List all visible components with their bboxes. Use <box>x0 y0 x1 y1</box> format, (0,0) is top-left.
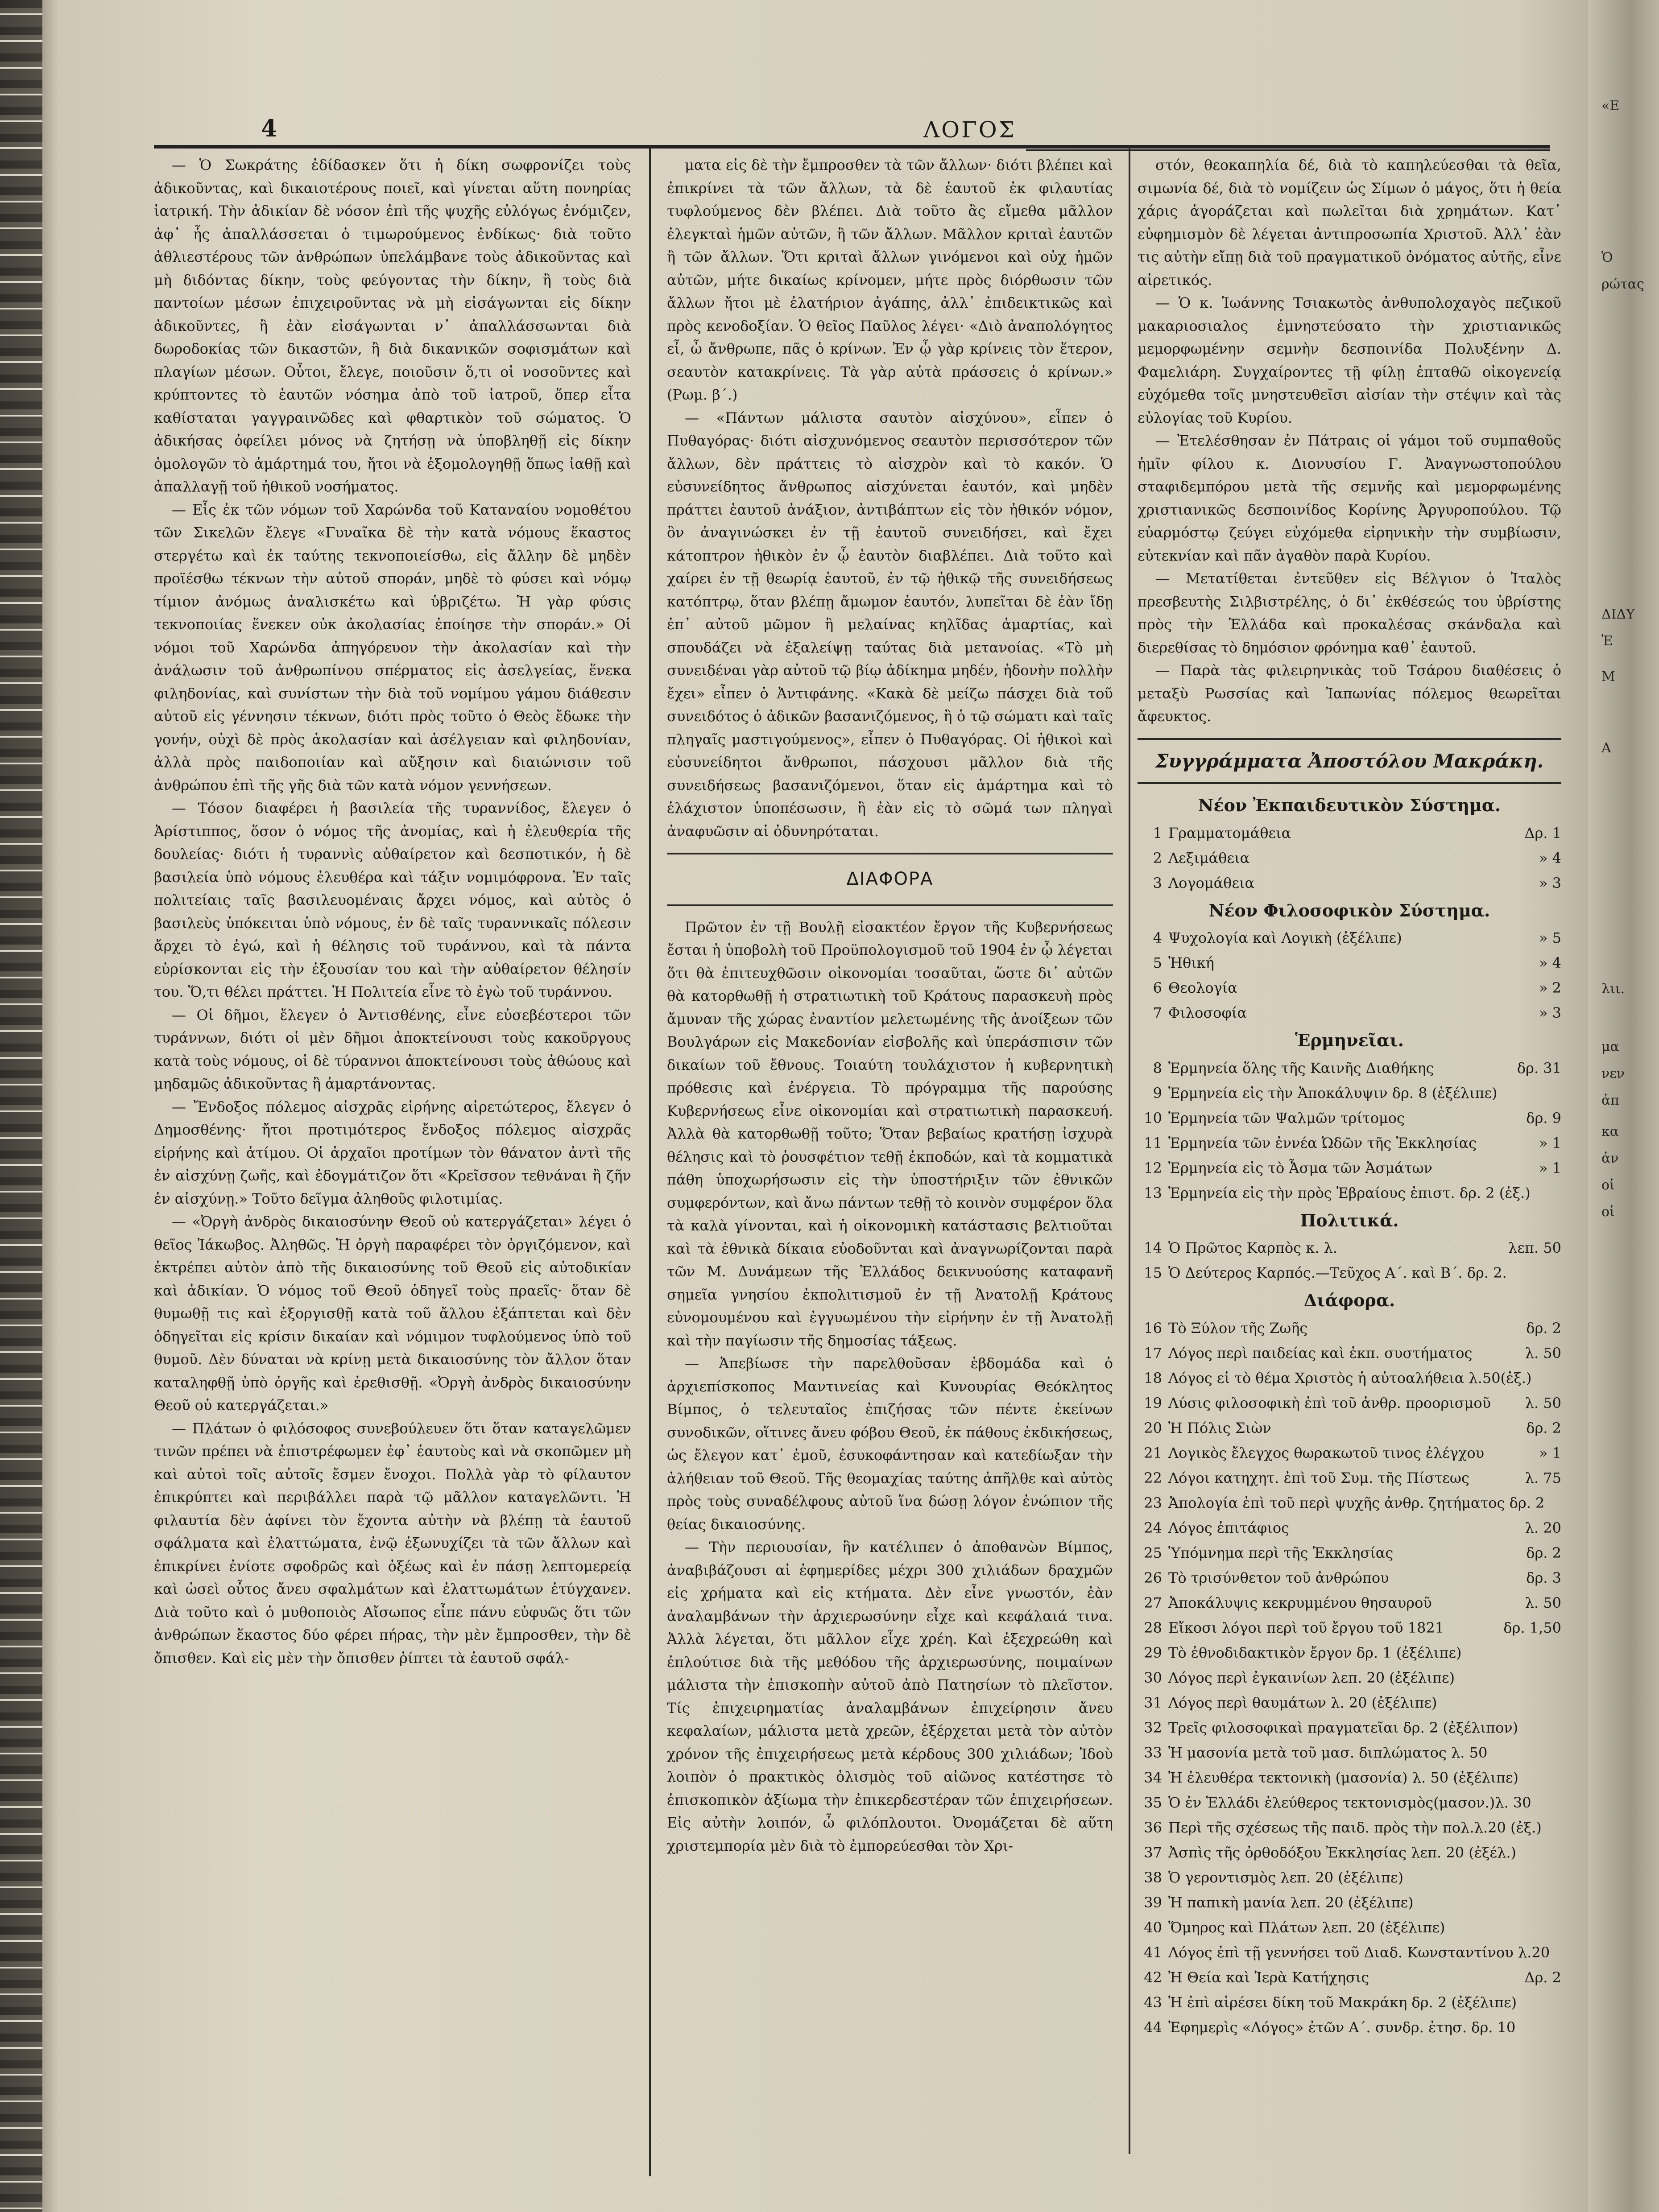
catalog-item-title: Λόγος ἐπὶ τῇ γεννήσει τοῦ Διαδ. Κωνσταντίνου λ.20 <box>1168 1944 1550 1961</box>
catalog-item-number: 38 <box>1144 1869 1162 1886</box>
article-paragraph: — «Ὀργὴ ἀνδρὸς δικαιοσύνην Θεοῦ οὐ κατεργάζεται» λέγει ὁ θεῖος Ἰάκωβος. Ἀληθῶς. Ἡ ὀργὴ παραφέρει τὸν ὀργιζόμενον, καὶ ἐκτρέπει αὐτὸν ἀπὸ τῆς δικαιοσύνης τοῦ Θεοῦ εἰς αὐτοδικίαν καὶ ἀδικίαν. Ὁ νόμος τοῦ Θεοῦ ὁδηγεῖ τοὺς πραεῖς· ὅταν δὲ θυμωθῇ τις καὶ ἐξοργισθῇ κατὰ τοῦ ἄλλου ἐξάπτεται καὶ δὲν ὁδηγεῖται εἰς κρίσιν δικαίαν καὶ νόμιμον τυφλούμενος ὑπὸ τοῦ θυμοῦ. Δὲν δύναται νὰ κρίνῃ μετὰ δικαιοσύνης τὸν ἄλλον ὅταν καταληφθῇ ὑπὸ ὀργῆς καὶ ἐρεθισθῇ. «Ὀργὴ ἀνδρὸς δικαιοσύνην Θεοῦ οὐ κατεργάζεται.» <box>154 1213 631 1414</box>
catalog-item <box>1138 1590 1561 1615</box>
catalog-item <box>1138 1940 1561 1965</box>
catalog-item <box>1138 1180 1561 1205</box>
catalog-item-price: δρ. 2 <box>1526 1419 1561 1436</box>
catalog-item-number: 6 <box>1153 979 1162 996</box>
edge-text-fragment: Μ <box>1601 669 1615 685</box>
edge-text-fragment: «Ε <box>1601 98 1620 114</box>
catalog-group-heading: Ἑρμηνεῖαι. <box>1295 1030 1404 1050</box>
catalog-item-number: 34 <box>1144 1769 1162 1786</box>
catalog-item-number: 19 <box>1144 1394 1162 1411</box>
catalog-item-number: 13 <box>1144 1184 1162 1201</box>
catalog-item-title: Ἑρμηνεία εἰς τὴν Ἀποκάλυψιν δρ. 8 (ἐξέλιπε) <box>1168 1084 1498 1102</box>
book-binding-edge <box>0 0 42 2212</box>
article-paragraph: — Μετατίθεται ἐντεῦθεν εἰς Βέλγιον ὁ Ἰταλὸς πρεσβευτὴς Σιλβιστρέλης, ὁ δι᾽ ἐκθέσεώς του ὑβρίστης πρὸς τὴν Ἑλλάδα καὶ προκαλέσας σκάνδαλα καὶ διερεθίσας τὸ δημόσιον φρόνημα καθ᾽ ἑαυτοῦ. <box>1138 570 1561 656</box>
catalog-group-heading: Πολιτικά. <box>1300 1210 1399 1230</box>
catalog-item <box>1138 925 1561 950</box>
catalog-item <box>1138 1391 1561 1416</box>
catalog-item <box>1138 1260 1561 1285</box>
catalog-item-price: » 4 <box>1539 954 1561 971</box>
catalog-item-number: 35 <box>1144 1794 1162 1811</box>
catalog-item-title: Ἡ μασονία μετὰ τοῦ μασ. διπλώματος λ. 50 <box>1168 1744 1488 1761</box>
catalog-item <box>1138 1690 1561 1715</box>
catalog-item-number: 17 <box>1144 1344 1162 1362</box>
article-paragraph: — Ἐτελέσθησαν ἐν Πάτραις οἱ γάμοι τοῦ συμπαθοῦς ἡμῖν φίλου κ. Διονυσίου Γ. Ἀναγνωστοπούλου σταφιδεμπόρου μετὰ τῆς σεμνῆς καὶ μεμορφωμένης χριστιανικῶς δεσποινίδος Κορίνης Ἀργυροπούλου. Τῷ εὐαρμόστῳ ζεύγει εὐχόμεθα εἰρηνικὴν τὴν συμβίωσιν, εὐτεκνίαν καὶ πᾶν ἀγαθὸν παρὰ Κυρίου. <box>1138 432 1561 564</box>
catalog-item-title: Λογικὸς ἔλεγχος θωρακωτοῦ τινος ἐλέγχου <box>1168 1444 1485 1461</box>
catalog-item-number: 8 <box>1153 1059 1162 1077</box>
masthead-title: ΛΟΓΟΣ <box>923 117 1017 143</box>
catalog-item <box>1138 1341 1561 1366</box>
catalog-item <box>1138 1156 1561 1180</box>
catalog-item-number: 1 <box>1153 824 1162 842</box>
edge-text-fragment: ἀν <box>1601 1151 1619 1166</box>
catalog-item <box>1138 1565 1561 1590</box>
article-paragraph: — Τόσον διαφέρει ἡ βασιλεία τῆς τυραννίδος, ἔλεγεν ὁ Ἀρίστιππος, ὅσον ὁ νόμος τῆς ἀνομίας, καὶ ἡ ἐλευθερία τῆς δουλείας· διότι ἡ τυραννὶς αὐθαίρετον καὶ δεσποτικόν, ἡ δὲ βασιλεία ὑπὸ νόμους ἐλευθέρα καὶ τάξιν νομιμόφρονα. Ἐν ταῖς πολιτείαις ταῖς βασιλευομέναις ἄρχει νόμος, καὶ αὐτὸς ὁ βασιλεὺς ὑπόκειται ὑπὸ νόμους, ἐν δὲ ταῖς τυραννικαῖς πόλεσιν ἄρχει τὸ ἐγώ, καὶ ἡ θέλησις τοῦ τυράννου, καὶ τὰ πάντα εὑρίσκονται εἰς τὴν ἐξουσίαν του καὶ τὴν αὐθαίρετον θέλησίν του. Ὅ,τι θέλει πράττει. Ἡ Πολιτεία εἶνε τὸ ἐγὼ τοῦ τυράννου. <box>154 800 631 1000</box>
catalog-item <box>1138 1965 1561 1990</box>
catalog-item-number: 10 <box>1144 1109 1162 1127</box>
article-paragraph: — Παρὰ τὰς φιλειρηνικὰς τοῦ Τσάρου διαθέσεις ὁ μεταξὺ Ρωσσίας καὶ Ἰαπωνίας πόλεμος θεωρεῖται ἄφευκτος. <box>1138 662 1561 725</box>
catalog-item-number: 20 <box>1144 1419 1162 1436</box>
catalog-item-number: 4 <box>1153 929 1162 946</box>
catalog-item-title: Ψυχολογία καὶ Λογικὴ (ἐξέλιπε) <box>1168 929 1402 946</box>
catalog-item-price: δρ. 2 <box>1526 1544 1561 1561</box>
catalog-item <box>1138 1815 1561 1840</box>
catalog-item-number: 37 <box>1144 1844 1162 1861</box>
edge-text-fragment: κα <box>1601 1124 1619 1139</box>
catalog-item-title: Ἑρμηνεία τῶν Ψαλμῶν τρίτομος <box>1168 1109 1405 1127</box>
catalog-item <box>1138 871 1561 896</box>
catalog-item-price: δρ. 3 <box>1526 1569 1561 1586</box>
edge-text-fragment: ἀπ <box>1601 1093 1619 1108</box>
column-1 <box>154 154 631 1670</box>
catalog-item-price: » 3 <box>1539 874 1561 891</box>
catalog-item-title: Λύσις φιλοσοφικὴ ἐπὶ τοῦ ἀνθρ. προορισμοῦ <box>1168 1394 1491 1411</box>
catalog-item-title: Ἐφημερὶς «Λόγος» ἐτῶν Α΄. συνδρ. ἐτησ. δρ. 10 <box>1168 2018 1516 2036</box>
catalog-item-title: Φιλοσοφία <box>1168 1004 1247 1021</box>
catalog-item-title: Ἑρμηνεία τῶν ἐννέα Ὠδῶν τῆς Ἐκκλησίας <box>1168 1134 1477 1151</box>
catalog-item-number: 5 <box>1153 954 1162 971</box>
catalog-item <box>1138 1056 1561 1081</box>
catalog-item-number: 16 <box>1144 1319 1162 1337</box>
catalog-item-number: 36 <box>1144 1819 1162 1836</box>
catalog-item-number: 30 <box>1144 1669 1162 1686</box>
edge-text-fragment: νεν <box>1601 1066 1625 1081</box>
catalog-item-number: 18 <box>1144 1369 1162 1387</box>
catalog-item-price: δρ. 9 <box>1526 1109 1561 1127</box>
article-paragraph: — Οἱ δῆμοι, ἔλεγεν ὁ Ἀντισθένης, εἶνε εὐσεβέστεροι τῶν τυράννων, διότι οἱ μὲν δῆμοι ἀποκτείνουσι τοὺς κακοῦργους κατὰ τοὺς νόμους, οἱ δὲ τύραννοι ἀποκτείνουσι τοὺς ἀθώους καὶ μηδαμῶς ἀδικοῦντας ἢ ἁμαρτάνοντας. <box>154 1006 631 1092</box>
catalog-item-title: Γραμματομάθεια <box>1168 824 1291 842</box>
catalog-item-number: 15 <box>1144 1264 1162 1281</box>
catalog-item <box>1138 1790 1561 1815</box>
catalog-item <box>1138 1890 1561 1915</box>
catalog-item-title: Ἡ ἐπὶ αἱρέσει δίκη τοῦ Μακράκη δρ. 2 (ἐξέλιπε) <box>1168 1993 1517 2011</box>
catalog-item-title: Τὸ Ξύλον τῆς Ζωῆς <box>1168 1319 1308 1337</box>
catalog-item-number: 42 <box>1144 1969 1162 1986</box>
catalog-item-price: » 2 <box>1539 979 1561 996</box>
catalog-item <box>1138 950 1561 975</box>
catalog-item-number: 2 <box>1153 849 1162 867</box>
catalog-item-title: Θεολογία <box>1168 979 1237 996</box>
catalog-item-title: Λόγος περὶ θαυμάτων λ. 20 (ἐξέλιπε) <box>1168 1694 1437 1711</box>
edge-text-fragment: λιι. <box>1601 981 1625 997</box>
catalog-group-heading: Νέον Φιλοσοφικὸν Σύστημα. <box>1208 900 1490 920</box>
catalog-item-title: Ἑρμηνεία εἰς τὴν πρὸς Ἑβραίους ἐπιστ. δρ. 2 (ἐξ.) <box>1168 1184 1531 1201</box>
catalog-item <box>1138 1915 1561 1940</box>
article-paragraph: ματα εἰς δὲ τὴν ἔμπροσθεν τὰ τῶν ἄλλων· διότι βλέπει καὶ ἐπικρίνει τὰ τῶν ἄλλων, τὰ δὲ ἑαυτοῦ ἐκ φιλαυτίας τυφλούμενος δὲν βλέπει. Διὰ τοῦτο ἂς εἴμεθα μᾶλλον ἐλεγκταὶ ἡμῶν αὐτῶν, ἢ τῶν ἄλλων. Μᾶλλον κριταὶ ἑαυτῶν ἢ τῶν ἄλλων. Ὅτι κριταὶ ἄλλων γινόμενοι καὶ οὐχ ἡμῶν αὐτῶν, μήτε δικαίως κρίνομεν, μήτε πρὸς διόρθωσιν τῶν ἄλλων ἤτοι μὲ ἐλατήριον ἀγάπης, ἀλλ᾽ ἐπιδεικτικῶς καὶ πρὸς κενοδοξίαν. Ὁ θεῖος Παῦλος λέγει· «Διὸ ἀναπολόγητος εἶ, ὦ ἄνθρωπε, πᾶς ὁ κρίνων. Ἐν ᾧ γὰρ κρίνεις τὸν ἕτερον, σεαυτὸν κατακρίνεις. Τὰ γὰρ αὐτὰ πράσσεις ὁ κρίνων.» (Ρωμ. β΄.) <box>667 157 1113 403</box>
catalog-item-number: 26 <box>1144 1569 1162 1586</box>
catalog-item-price: Δρ. 1 <box>1524 824 1561 842</box>
catalog-item-price: λ. 50 <box>1525 1594 1561 1611</box>
catalog-item-number: 43 <box>1144 1993 1162 2011</box>
catalog-item <box>1138 1081 1561 1106</box>
column-divider-1 <box>649 147 651 2176</box>
catalog-item <box>1138 1106 1561 1131</box>
article-paragraph: — Ἀπεβίωσε τὴν παρελθοῦσαν ἑβδομάδα καὶ ὁ ἀρχιεπίσκοπος Μαντινείας καὶ Κυνουρίας Θεόκλητος Βίμπος, ὁ τελευταῖος ἐπιζήσας τῶν πέντε ἐκείνων συνοδικῶν, οἵτινες ἄνευ φόβου Θεοῦ, ἐκ πάθους ἐκδικήσεως, ὡς ἔλεγον κατ᾽ ἐμοῦ, ἐσυκοφάντησαν καὶ κατεδίωξαν τὴν ἀλήθειαν τοῦ Θεοῦ. Τῆς θεομαχίας ταύτης ἀπῆλθε καὶ αὐτὸς πρὸς τοὺς συναδέλφους αὐτοῦ ἵνα δώσῃ λόγον ἐνώπιον τῆς θείας δικαιοσύνης. <box>667 1355 1113 1533</box>
catalog-item-price: δρ. 31 <box>1517 1059 1561 1077</box>
catalog-item-price: δρ. 1,50 <box>1503 1619 1561 1636</box>
article-paragraph: στόν, θεοκαπηλία δέ, διὰ τὸ καπηλεύεσθαι τὰ θεῖα, σιμωνία δέ, διὰ τὸ νομίζειν ὡς Σίμων ὁ μάγος, ὅτι ἡ θεία χάρις ἀγοράζεται καὶ πωλεῖται διὰ χρημάτων. Κατ᾽ εὐφημισμὸν δὲ λέγεται ἀντιπροσωπία Χριστοῦ. Ἀλλ᾽ ἐὰν τις αὐτὴν εἴπῃ διὰ τοῦ πραγματικοῦ ὀνόματος αὐτῆς, εἶνε αἱρετικός. <box>1138 157 1561 289</box>
catalog-item-number: 39 <box>1144 1894 1162 1911</box>
catalog-title: Συγγράμματα Ἀποστόλου Μακράκη. <box>1155 750 1544 772</box>
catalog-item-number: 25 <box>1144 1544 1162 1561</box>
article-paragraph: — Ὁ Σωκράτης ἐδίδασκεν ὅτι ἡ δίκη σωφρονίζει τοὺς ἀδικοῦντας, καὶ δικαιοτέρους ποιεῖ, καὶ γίνεται αὕτη πονηρίας ἰατρική. Τὴν ἀδικίαν δὲ νόσον ἐπὶ τῆς ψυχῆς εὐλόγως ἐνόμιζεν, ἀφ᾽ ἧς ἀπαλλάσσεται ὁ τιμωρούμενος ἐνδίκως· διὰ τοῦτο ἀθλιεστέρους τῶν ἀνθρώπων ὑπελάμβανε τοὺς ἀδικοῦντας καὶ μὴ διδόντας δίκην, τοὺς φεύγοντας τὴν δίκην, ἢ τοὺς διὰ παντοίων μέσων ἐπιχειροῦντας νὰ μὴ εἰσάγωνται εἰς δίκην ἀδικοῦντες, ἢ ἐὰν εἰσάγωνται ν᾽ ἀπαλλάσσωνται διὰ δωροδοκίας τῶν δικαστῶν, ἢ διὰ δικανικῶν σοφισμάτων καὶ πλαγίων μέσων. Οὗτοι, ἔλεγε, ποιοῦσιν ὅ,τι οἱ νοσοῦντες καὶ κρύπτοντες τὸ ἑαυτῶν νόσημα ἀπὸ τοῦ ἰατροῦ, ὅπερ εἶτα καθίσταται γαγγραινῶδες καὶ φθαρτικὸν τοῦ σώματος. Ὁ ἀδικήσας ὀφείλει μόνος νὰ ζητήσῃ νὰ ὑποβληθῇ εἰς δίκην ὁμολογῶν τὸ ἁμάρτημά του, ἤτοι νὰ ἐξομολογηθῇ ὅπως ἰαθῇ καὶ ἀπαλλαγῇ τοῦ ἠθικοῦ νοσήματος. <box>154 157 631 495</box>
catalog-item-number: 32 <box>1144 1719 1162 1736</box>
catalog-item-number: 3 <box>1153 874 1162 891</box>
catalog-item-number: 28 <box>1144 1619 1162 1636</box>
catalog-item-number: 9 <box>1153 1084 1162 1102</box>
catalog-item-title: Λόγος εἰ τὸ θέμα Χριστὸς ἡ αὐτοαλήθεια λ.50(ἐξ.) <box>1168 1369 1532 1387</box>
catalog-item-number: 44 <box>1144 2018 1162 2036</box>
catalog-item <box>1138 1490 1561 1515</box>
edge-text-fragment: οἱ <box>1601 1177 1615 1193</box>
catalog-item <box>1138 1465 1561 1490</box>
catalog-item-title: Ὁ Πρῶτος Καρπὸς κ. λ. <box>1168 1239 1338 1256</box>
catalog-item-title: Ἀπολογία ἐπὶ τοῦ περὶ ψυχῆς ἀνθρ. ζητήματος δρ. 2 <box>1168 1494 1545 1511</box>
catalog-item-number: 21 <box>1144 1444 1162 1461</box>
catalog-item-price: λεπ. 50 <box>1508 1239 1561 1256</box>
catalog-item-title: Ὁ γεροντισμὸς λεπ. 20 (ἐξέλιπε) <box>1168 1869 1404 1886</box>
catalog-item-price: λ. 75 <box>1525 1469 1561 1486</box>
catalog-item <box>1138 1366 1561 1391</box>
catalog-item-title: Ἡ Θεία καὶ Ἱερὰ Κατήχησις <box>1168 1969 1369 1986</box>
catalog-item <box>1138 2015 1561 2040</box>
catalog-item-title: Τὸ τρισύνθετον τοῦ ἀνθρώπου <box>1168 1569 1389 1586</box>
catalog-item-number: 7 <box>1153 1004 1162 1021</box>
catalog-item-title: Ἡ Πόλις Σιὼν <box>1168 1419 1271 1436</box>
catalog-item-title: Εἴκοσι λόγοι περὶ τοῦ ἔργου τοῦ 1821 <box>1168 1619 1444 1636</box>
catalog-item-price: δρ. 2 <box>1526 1319 1561 1337</box>
catalog-item <box>1138 975 1561 1000</box>
catalog-item-number: 22 <box>1144 1469 1162 1486</box>
catalog-group-heading: Νέον Ἐκπαιδευτικὸν Σύστημα. <box>1198 795 1501 815</box>
catalog-item-number: 23 <box>1144 1494 1162 1511</box>
article-paragraph: — «Πάντων μάλιστα σαυτὸν αἰσχύνου», εἶπεν ὁ Πυθαγόρας· διότι αἰσχυνόμενος σεαυτὸν περισσότερον τῶν ἄλλων, δὲν πράττεις τὸ αἰσχρὸν καὶ τὸ κακόν. Ὁ εὐσυνείδητος ἄνθρωπος αἰσχύνεται ἑαυτόν, καὶ μηδὲν πράττει ἑαυτοῦ ἀνάξιον, ἀντιβάπτων εἰς τὸν ἠθικόν νόμον, ὃν ἀναγινώσκει ἐν τῇ ἑαυτοῦ συνειδήσει, καὶ ἔχει κάτοπτρον ἠθικὸν ἐν ᾧ ἑαυτὸν διαβλέπει. Διὰ τοῦτο καὶ χαίρει ἐν τῇ θεωρίᾳ ἑαυτοῦ, ἐν τῷ ἠθικῷ τῆς συνειδήσεως κατόπτρῳ, ὅταν βλέπῃ ἄμωμον ἑαυτόν, λυπεῖται δὲ ἐὰν ἴδῃ ἐπ᾽ αὐτοῦ μῶμον ἢ μελαίνας κηλῖδας ἁμαρτίας, καὶ σπουδάζει νὰ ἐξαλείψῃ ταύτας διὰ μετανοίας. «Τὸ μὴ συνειδέναι γὰρ αὐτοῦ τῷ βίῳ ἀδίκημα μηδέν, ἡδονὴν πολλὴν ἔχει» εἶπεν ὁ Ἀντιφάνης. «Κακὰ δὲ μείζω πάσχει διὰ τοῦ συνειδότος ὁ ἀδικῶν βασανιζόμενος, ἢ ὁ τῷ σώματι καὶ ταῖς πληγαῖς μαστιγούμενος», εἶπεν ὁ Πυθαγόρας. Οἱ ἠθικοὶ καὶ εὐσυνείδητοι ἄνθρωποι, πάσχουσι μᾶλλον διὰ τῆς συνειδήσεως βασανιζόμενοι, ὅταν εἰς ἁμάρτημα καὶ τὸ ἐλάχιστον ὑποπέσωσιν, ἢ ἐὰν εἰς τὸ σῶμά των πληγαὶ ἀναφυῶσιν αἱ ὀδυνηρόταται. <box>667 409 1113 840</box>
catalog-item-price: » 1 <box>1539 1134 1561 1151</box>
catalog-item-number: 29 <box>1144 1644 1162 1661</box>
catalog-item <box>1138 821 1561 846</box>
page-number: 4 <box>261 115 277 142</box>
catalog-item-number: 14 <box>1144 1239 1162 1256</box>
catalog-item-number: 11 <box>1144 1134 1162 1151</box>
catalog-item-number: 31 <box>1144 1694 1162 1711</box>
edge-text-fragment: Α <box>1601 740 1611 756</box>
catalog-item <box>1138 1000 1561 1025</box>
catalog-item-title: Ὑπόμνημα περὶ τῆς Ἐκκλησίας <box>1168 1544 1394 1561</box>
catalog-item-title: Λογομάθεια <box>1168 874 1255 891</box>
article-paragraph: — Πλάτων ὁ φιλόσοφος συνεβούλευεν ὅτι ὅταν καταγελῶμεν τινῶν πρέπει νὰ ἐπιστρέφωμεν ἐφ᾽ ἑαυτοὺς καὶ νὰ σκοπῶμεν μὴ καὶ αὐτοὶ τοῖς αὐτοῖς ἔσμεν ἔνοχοι. Πολλὰ γὰρ τὸ φίλαυτον ἐπικρύπτει καὶ περιβάλλει παρὰ τῷ μᾶλλον καταγελῶντι. Ἡ φιλαυτία δὲν ἀφίνει τὸν ἔχοντα αὐτὴν νὰ βλέπῃ τὰ ἑαυτοῦ σφάλματα καὶ ἐλαττώματα, ἐνῷ ἐξωνυχίζει τὰ τῶν ἄλλων καὶ ἐπικρίνει ἐνίοτε σφοδρῶς καὶ ὀξέως καὶ ἐν πάσῃ λεπτομερείᾳ καὶ ὡσεὶ οὗτος ἄνευ σφαλμάτων καὶ ἐλαττωμάτων ἐτύγχανεν. Διὰ τοῦτο καὶ ὁ μυθοποιὸς Αἴσωπος εἶπε πάνυ εὐφυῶς ὅτι τῶν ἀνθρώπων ἕκαστος δύο φέρει πήρας, τὴν μὲν ἔμπροσθεν, τὴν δὲ ὄπισθεν. Καὶ εἰς μὲν τὴν ὄπισθεν ῥίπτει τὰ ἑαυτοῦ σφάλ- <box>154 1420 631 1667</box>
catalog-item-title: Ἀποκάλυψις κεκρυμμένου θησαυροῦ <box>1168 1594 1432 1611</box>
header-rule <box>154 145 1550 149</box>
catalog-item <box>1138 1416 1561 1440</box>
catalog-item <box>1138 1440 1561 1465</box>
catalog-item <box>1138 1235 1561 1260</box>
catalog-item-price: » 5 <box>1539 929 1561 946</box>
catalog-item <box>1138 1765 1561 1790</box>
catalog-item-title: Ἀσπὶς τῆς ὀρθοδόξου Ἐκκλησίας λεπ. 20 (ἐξέλ.) <box>1168 1844 1517 1861</box>
article-paragraph: — Εἷς ἐκ τῶν νόμων τοῦ Χαρώνδα τοῦ Καταναίου νομοθέτου τῶν Σικελῶν ἔλεγε «Γυναῖκα δὲ τὴν κατὰ νόμους ἕκαστος στεργέτω καὶ ἐκ ταύτης τεκνοποιείσθω, εἰς ἄλλην δὲ μηδὲν προϊέσθω τέκνων τὴν αὐτοῦ σποράν, μηδὲ τὸ φύσει καὶ νόμῳ τίμιον ἀνόμως ἀναλισκέτω καὶ ὑβριζέτω. Ἡ γὰρ φύσις τεκνοποιίας ἕνεκεν οὐκ ἀκολασίας ἐποίησε τὴν σποράν.» Οἱ νόμοι τοῦ Χαρώνδα ἀπηγόρευον τὴν ἀκολασίαν καὶ τὴν ἀνάλωσιν τοῦ ἀνθρωπίνου σπέρματος εἰς ἀσελγείας, ἕνεκα φιληδονίας, καὶ συνίστων τὴν διὰ τοῦ νομίμου γάμου διάθεσιν αὐτοῦ εἰς γέννησιν τέκνων, διότι πρὸς τοῦτο ὁ Θεὸς ἔδωκε τὴν γονήν, οὐχὶ δὲ πρὸς ἀκολασίαν καὶ ἀσέλγειαν καὶ φιληδονίαν, ἀλλὰ πρὸς παιδοποιίαν καὶ αὔξησιν καὶ διαιώνισιν τοῦ ἀνθρώπου ἐπὶ τῆς γῆς διὰ τῶν κατὰ νόμον γεννήσεων. <box>154 501 631 794</box>
header-rule-secondary <box>1026 149 1550 151</box>
catalog-item-price: λ. 50 <box>1525 1344 1561 1362</box>
catalog-item-number: 33 <box>1144 1744 1162 1761</box>
article-paragraph: — Ἔνδοξος πόλεμος αἰσχρᾶς εἰρήνης αἱρετώτερος, ἔλεγεν ὁ Δημοσθένης· ἤτοι προτιμότερος ἔνδοξος πόλεμος αἰσχρᾶς εἰρήνης καὶ ἀτίμου. Οἱ ἀρχαῖοι προτίμων τὸν θάνατον ἀντὶ τῆς ἐν αἰσχύνῃ ζωῆς, καὶ ἐδογμάτιζον ὅτι «Κρεῖσσον τεθνάναι ἢ ζῆν ἐν αἰσχύνῃ.» Τοῦτο δεῖγμα ἀληθοῦς φιλοτιμίας. <box>154 1098 631 1207</box>
edge-text-fragment: Ὁ <box>1601 250 1613 265</box>
edge-text-fragment: οἱ <box>1601 1204 1615 1220</box>
catalog-item-price: Δρ. 2 <box>1524 1969 1561 1986</box>
catalog-item <box>1138 1990 1561 2015</box>
edge-text-fragment: Ἐ <box>1601 633 1613 649</box>
catalog-item <box>1138 1640 1561 1665</box>
adjacent-page-edge <box>1588 0 1659 2212</box>
catalog-item-title: Ἡ παπικὴ μανία λεπ. 20 (ἐξέλιπε) <box>1168 1894 1414 1911</box>
catalog-item-price: λ. 50 <box>1525 1394 1561 1411</box>
catalog-item-title: Περὶ τῆς σχέσεως τῆς παιδ. πρὸς τὴν πολ.λ.20 (ἐξ.) <box>1168 1819 1542 1836</box>
catalog-item-title: Ὁ ἐν Ἑλλάδι ἐλεύθερος τεκτονισμὸς(μασον.)λ. 30 <box>1168 1794 1531 1811</box>
catalog-item <box>1138 1316 1561 1341</box>
catalog-item <box>1138 1840 1561 1865</box>
catalog-item-title: Ἑρμηνεία ὅλης τῆς Καινῆς Διαθήκης <box>1168 1059 1434 1077</box>
catalog-item-title: Ἡ ἐλευθέρα τεκτονικὴ (μασονία) λ. 50 (ἐξέλιπε) <box>1168 1769 1518 1786</box>
catalog-item-title: Τὸ ἐθνοδιδακτικὸν ἔργον δρ. 1 (ἐξέλιπε) <box>1168 1644 1462 1661</box>
book-catalog <box>1138 794 1561 2040</box>
catalog-item <box>1138 1665 1561 1690</box>
section-rule <box>1138 782 1561 784</box>
catalog-item-title: Λεξιμάθεια <box>1168 849 1250 867</box>
catalog-item-title: Λόγος ἐπιτάφιος <box>1168 1519 1290 1536</box>
catalog-item <box>1138 1715 1561 1740</box>
catalog-item-title: Λόγος περὶ παιδείας καὶ ἐκπ. συστήματος <box>1168 1344 1473 1362</box>
edge-text-fragment: ρώτας <box>1601 276 1644 292</box>
catalog-item-number: 12 <box>1144 1159 1162 1176</box>
catalog-item-title: Ὅμηρος καὶ Πλάτων λεπ. 20 (ἐξέλιπε) <box>1168 1919 1445 1936</box>
article-paragraph: Πρῶτον ἐν τῇ Βουλῇ εἰσακτέον ἔργον τῆς Κυβερνήσεως ἔσται ἡ ὑποβολὴ τοῦ Προϋπολογισμοῦ τοῦ 1904 ἐν ᾧ λέγεται ὅτι θὰ ἐπιτευχθῶσιν οἰκονομίαι τοσαῦται, ὥστε δι᾽ αὐτῶν θὰ κατορθωθῇ ἡ στρατιωτικὴ τοῦ Κράτους παρασκευὴ πρὸς ἄμυναν τῆς χώρας ἐναντίον μελετωμένης τῆς ἀνοίξεων τῶν Βουλγάρων εἰς Μακεδονίαν εἰσβολῆς καὶ ὑπεράσπισιν τῶν δικαίων τοῦ ἔθνους. Τοιαύτη τουλάχιστον ἡ κυβερνητικὴ πρόθεσις καὶ ἐνέργεια. Τὸ πρόγραμμα τῆς παρούσης Κυβερνήσεως εἶνε οἰκονομίαι καὶ στρατιωτικὴ παρασκευή. Ἀλλὰ θὰ κατορθωθῇ τοῦτο; Ὅταν βεβαίως κρατήσῃ ἰσχυρὰ θέλησις καὶ τὸ ῥουσφέτιον τεθῇ ἐκποδών, καὶ τὰ κομματικὰ πάθη ὑποχωρήσωσιν εἰς τὴν ὑποστήριξιν τῶν ἐθνικῶν συμφερόντων, καὶ ἄνω πάντων τεθῇ τὸ κοινὸν συμφέρον ὅλα τὰ καλὰ γίνονται, καὶ ἡ οἰκονομικὴ κατάστασις βελτιοῦται καὶ τὰ ἐθνικὰ δίκαια εὐοδοῦνται καὶ ἀναγνωρίζονται παρὰ τῶν Μ. Δυνάμεων τῆς Ἑλλάδος δεικνυούσης καταφανῆ σημεῖα γνησίου ἐκπολιτισμοῦ ἐν τῇ Ἀνατολῇ Κράτους εὐνομουμένου καὶ ἐγγυωμένου τὴν εἰρήνην ἐν τῇ Ἀνατολῇ καὶ τὴν παγίωσιν τῆς δημοσίας τάξεως. <box>667 918 1113 1349</box>
catalog-item-price: » 1 <box>1539 1159 1561 1176</box>
column-divider-2 <box>1129 147 1130 2154</box>
column-3 <box>1138 154 1561 2040</box>
catalog-item <box>1138 1740 1561 1765</box>
column-2 <box>667 154 1113 1857</box>
section-rule <box>667 853 1113 854</box>
section-heading-diafora: ΔΙΑΦΟΡΑ <box>846 869 934 889</box>
catalog-item-price: » 4 <box>1539 849 1561 867</box>
article-paragraph: — Ὁ κ. Ἰωάννης Τσιακωτὸς ἀνθυπολοχαγὸς πεζικοῦ μακαριοσιαλος ἐμνηστεύσατο τὴν χριστιανικῶς μεμορφωμένην σεμνὴν δεσποινίδα Πολυξένην Δ. Φαμελιάρη. Συγχαίροντες τῇ φίλῃ ἐπταθῶ οἰκογενείᾳ εὐχόμεθα τοῖς μνηστευθεῖσι αἰσίαν τὴν στέψιν καὶ τὰς εὐλογίας τοῦ Κυρίου. <box>1138 294 1561 426</box>
catalog-item <box>1138 1540 1561 1565</box>
edge-text-fragment: μα <box>1601 1039 1619 1055</box>
section-rule <box>667 904 1113 906</box>
catalog-item <box>1138 846 1561 871</box>
catalog-item-number: 27 <box>1144 1594 1162 1611</box>
catalog-item-title: Λόγος περὶ ἐγκαινίων λεπ. 20 (ἐξέλιπε) <box>1168 1669 1455 1686</box>
catalog-item-price: » 3 <box>1539 1004 1561 1021</box>
catalog-item-title: Λόγοι κατηχητ. ἐπὶ τοῦ Συμ. τῆς Πίστεως <box>1168 1469 1469 1486</box>
catalog-group-heading: Διάφορα. <box>1303 1290 1395 1310</box>
catalog-item <box>1138 1615 1561 1640</box>
catalog-item <box>1138 1131 1561 1156</box>
catalog-item <box>1138 1865 1561 1890</box>
catalog-item-number: 41 <box>1144 1944 1162 1961</box>
catalog-item-title: Ἠθική <box>1168 954 1214 971</box>
catalog-item-number: 24 <box>1144 1519 1162 1536</box>
edge-text-fragment: ΔΙΔΥ <box>1601 607 1635 622</box>
article-paragraph: — Τὴν περιουσίαν, ἣν κατέλιπεν ὁ ἀποθανὼν Βίμπος, ἀναβιβάζουσι αἱ ἐφημερίδες μέχρι 300 χιλιάδων δραχμῶν εἰς χρήματα καὶ εἰς κτήματα. Δὲν εἶνε γνωστόν, ἐὰν ἀναλαμβάνων τὴν ἀρχιερωσύνην εἶχε καὶ κεφάλαιά τινα. Ἀλλὰ λέγεται, ὅτι μᾶλλον εἶχε χρέη. Καὶ ἐξεχρεώθη καὶ ἐπλούτισε διὰ τῆς μεθόδου τῆς ἀρχιερωσύνης, ποιμαίνων μάλιστα τὴν ἐπισκοπὴν αὐτοῦ ἀπὸ Πατησίων τὸ πλεῖστον. Τίς ἐπιχειρηματίας ἀναλαμβάνων ἐπιχείρησιν ἄνευ κεφαλαίων, μάλιστα μετὰ χρεῶν, ἐξέρχεται μετὰ τὸν αὐτὸν χρόνον τῆς ἐπιχειρήσεως μετὰ κέρδους 300 χιλιάδων; Ἰδοὺ λοιπὸν ὁ πρακτικὸς ὁλισμὸς τοῦ αἰῶνος κατέστησε τὸ ἐπισκοπικὸν ἀξίωμα τὴν ἐπικερδεστέραν τῶν ἐπιχειρήσεων. Εἰς αὐτὴν λοιπόν, ὦ φιλόπλουτοι. Ὀνομάζεται δὲ αὕτη χριστεμπορία μὲν διὰ τὸ ἐμπορεύεσθαι τὸν Χρι- <box>667 1539 1113 1854</box>
catalog-item-title: Ὁ Δεύτερος Καρπός.—Τεῦχος Α΄. καὶ Β΄. δρ. 2. <box>1168 1264 1507 1281</box>
catalog-item-price: » 1 <box>1539 1444 1561 1461</box>
catalog-item-title: Τρεῖς φιλοσοφικαὶ πραγματεῖαι δρ. 2 (ἐξέλιπον) <box>1168 1719 1518 1736</box>
catalog-item-price: λ. 20 <box>1525 1519 1561 1536</box>
catalog-item-number: 40 <box>1144 1919 1162 1936</box>
catalog-item-title: Ἑρμηνεία εἰς τὸ Ἆσμα τῶν Ἀσμάτων <box>1168 1159 1432 1176</box>
catalog-item <box>1138 1515 1561 1540</box>
section-rule <box>1138 738 1561 740</box>
